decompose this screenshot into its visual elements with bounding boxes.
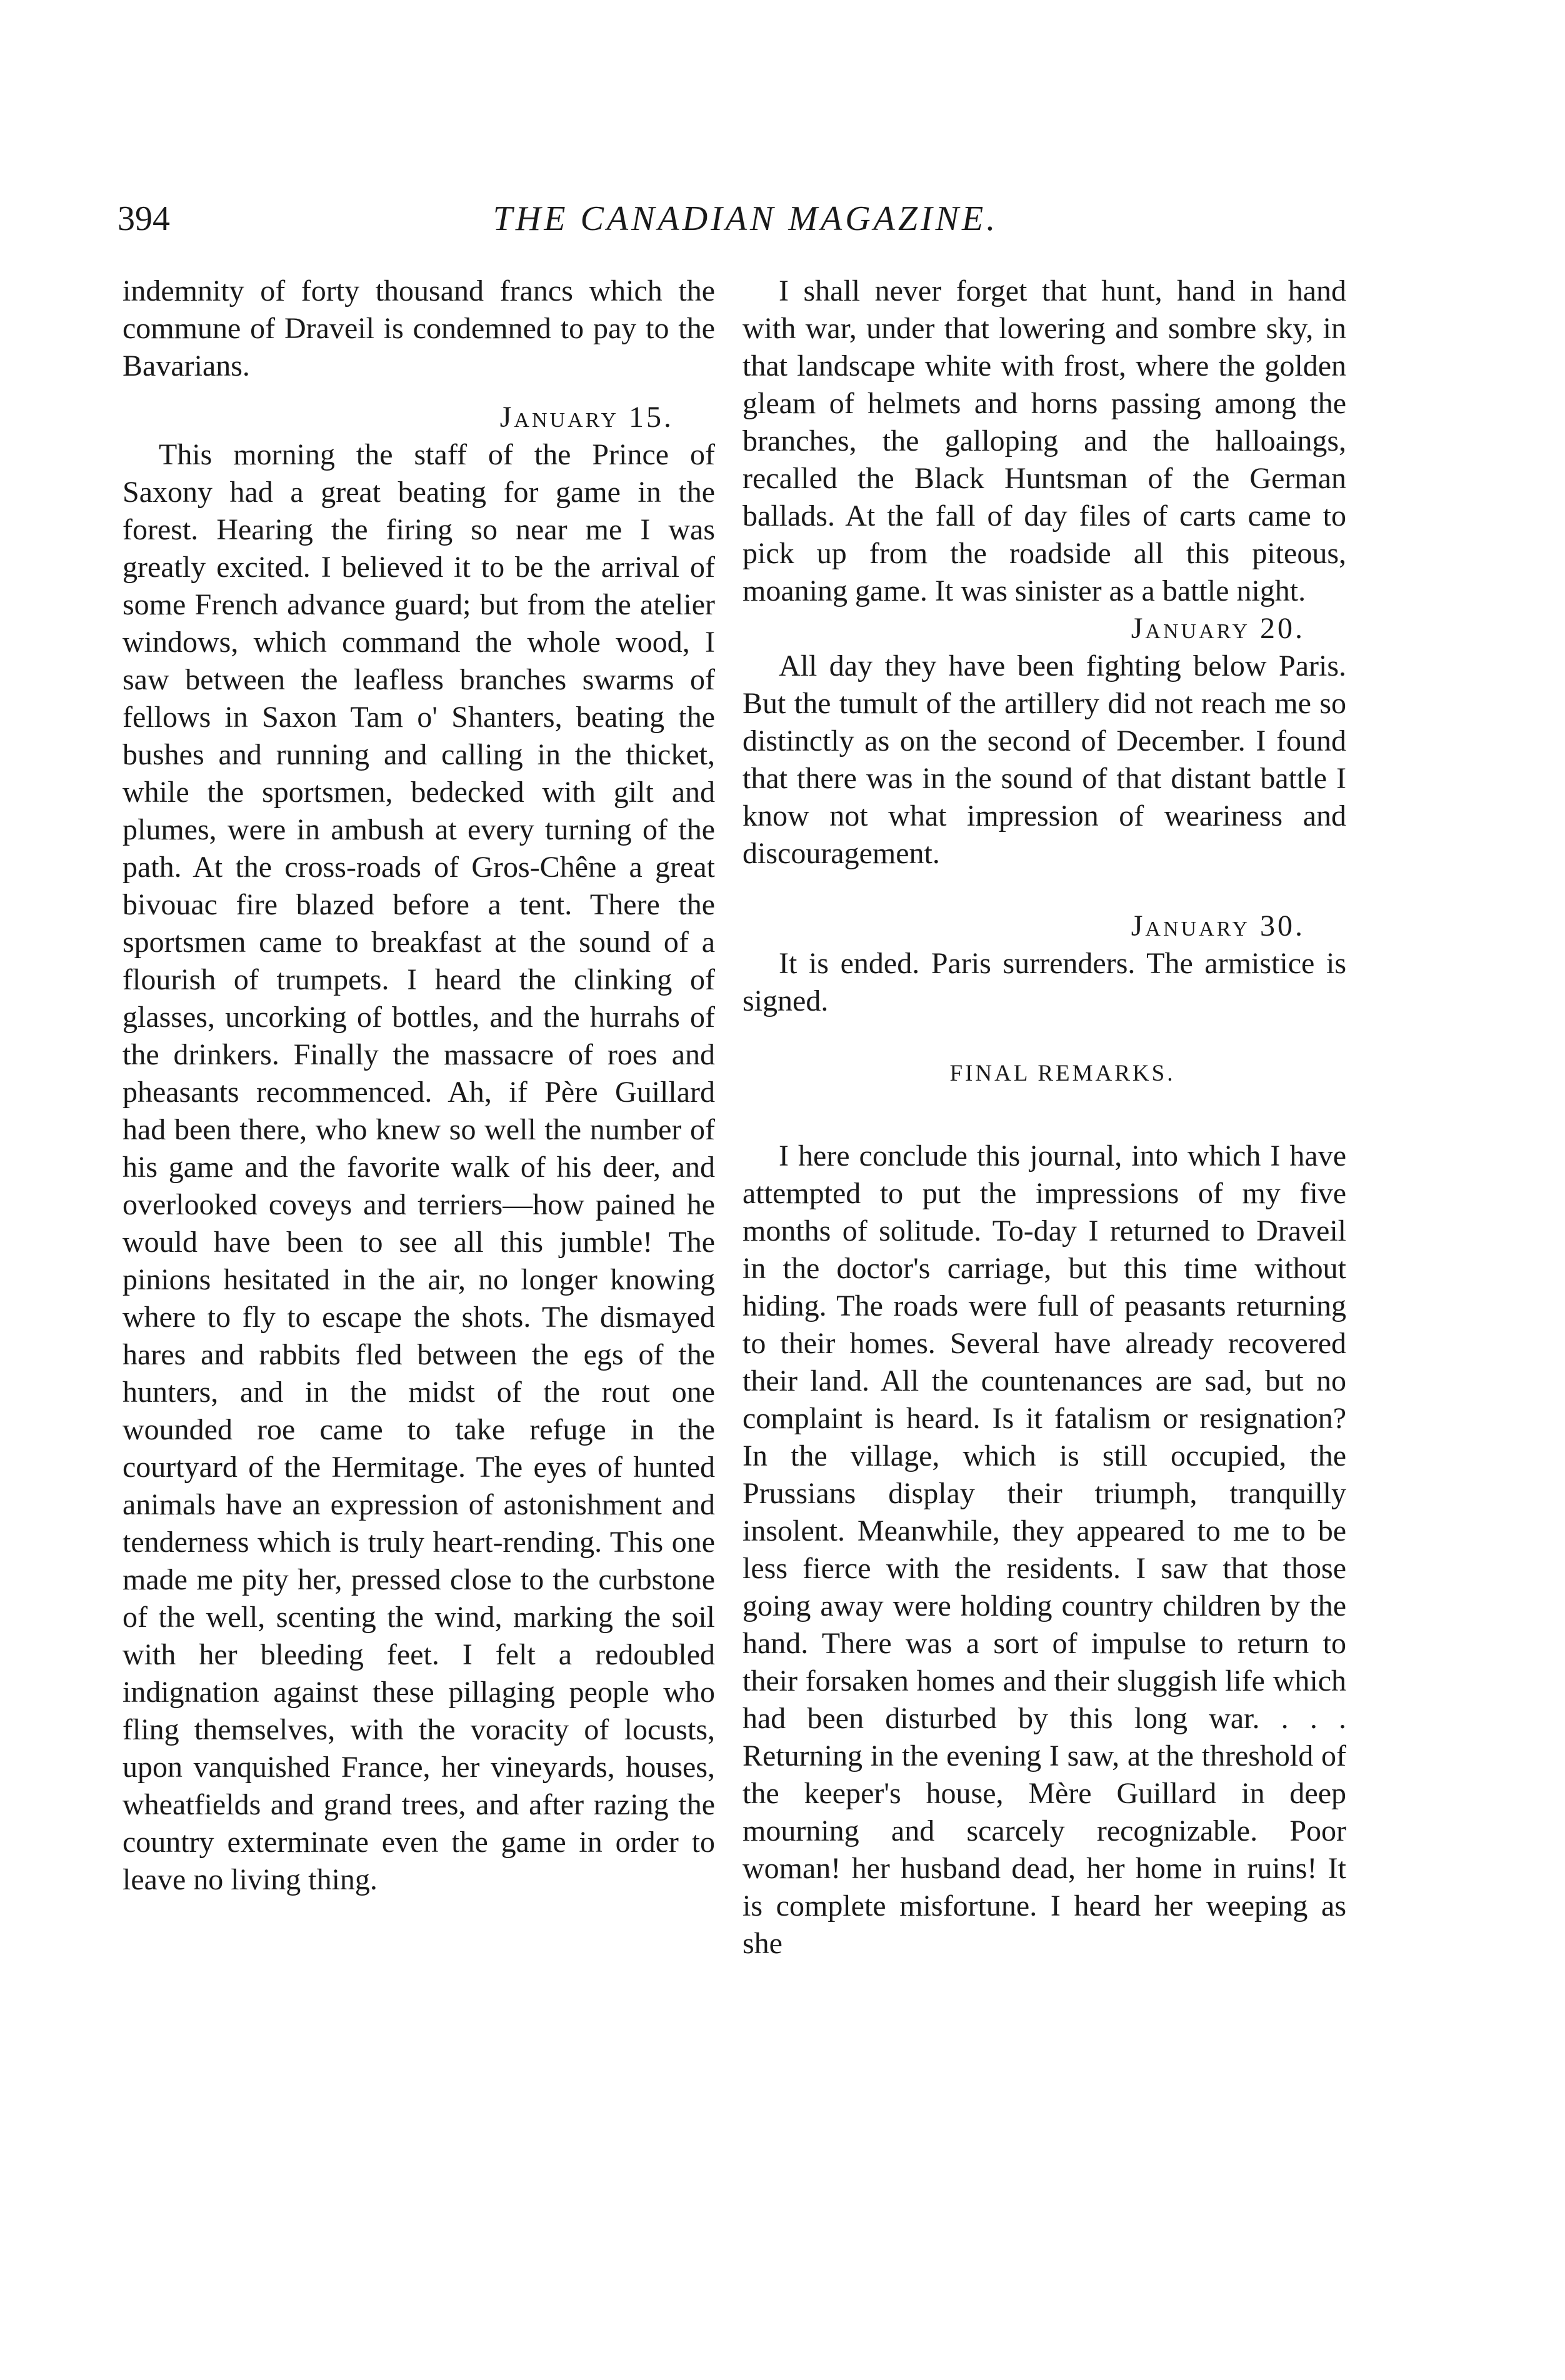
section-heading: FINAL REMARKS. bbox=[949, 1061, 1176, 1086]
left-column bbox=[122, 272, 715, 1899]
journal-date: January 30. bbox=[1131, 909, 1305, 942]
paragraph: All day they have been fighting below Paris. But the tumult of the artillery did not reach me so distinctly as on the second of December. I found that there was in the sound of that distant battle I know not what impression of weariness and discouragement. bbox=[742, 649, 1346, 870]
paragraph: It is ended. Paris surrenders. The armistice is signed. bbox=[742, 947, 1346, 1018]
running-title: THE CANADIAN MAGAZINE. bbox=[492, 199, 999, 238]
right-column bbox=[742, 272, 1346, 1962]
page-header bbox=[118, 199, 1374, 249]
page-number: 394 bbox=[118, 199, 170, 238]
paragraph: This morning the staff of the Prince of Saxony had a great beating for game in the forest. Hearing the firing so near me I was greatly excited. I believed it to be the arrival of some French advance guard; but from the atelier windows, which command the whole wood, I saw between the leafless branches swarms of fellows in Saxon Tam o' Shanters, beating the bushes and running and calling in the thicket, while the sportsmen, bedecked with gilt and plumes, were in ambush at every turning of the path. At the cross-roads of Gros-Chêne a great bivouac fire blazed before a tent. There the sportsmen came to breakfast at the sound of a flourish of trumpets. I heard the clinking of glasses, uncorking of bottles, and the hurrahs of the drinkers. Finally the massacre of roes and pheasants recommenced. Ah, if Père Guillard had been there, who knew so well the number of his game and the favorite walk of his deer, and overlooked coveys and terriers—how pained he would have been to see all this jumble! The pinions hesitated in the air, no longer knowing where to fly to escape the shots. The dismayed hares and rabbits fled between the egs of the hunters, and in the midst of the rout one wounded roe came to take refuge in the courtyard of the Hermitage. The eyes of hunted animals have an expression of astonishment and tenderness which is truly heart-rending. This one made me pity her, pressed close to the curbstone of the well, scenting the wind, marking the soil with her bleeding feet. I felt a redoubled indignation against these pillaging people who fling themselves, with the voracity of locusts, upon vanquished France, her vineyards, houses, wheatfields and grand trees, and after razing the country exterminate even the game in order to leave no living thing. bbox=[122, 438, 715, 1896]
paragraph: I here conclude this journal, into which I have attempted to put the impressions of my five months of solitude. To-day I returned to Draveil in the doctor's carriage, but this time without hiding. The roads were full of peasants returning to their homes. Several have already recovered their land. All the countenances are sad, but no complaint is heard. Is it fatalism or resignation? In the village, which is still occupied, the Prussians display their triumph, tranquilly insolent. Meanwhile, they appeared to me to be less fierce with the residents. I saw that those going away were holding country children by the hand. There was a sort of impulse to return to their forsaken homes and their sluggish life which had been disturbed by this long war. . . . Returning in the evening I saw, at the threshold of the keeper's house, Mère Guillard in deep mourning and scarcely recognizable. Poor woman! her husband dead, her home in ruins! It is complete misfortune. I heard her weeping as she bbox=[742, 1139, 1346, 1960]
paragraph: indemnity of forty thousand francs which the commune of Draveil is condemned to pay to the Bavarians. bbox=[122, 274, 715, 382]
paragraph: I shall never forget that hunt, hand in hand with war, under that lowering and sombre sky, in that landscape white with frost, where the golden gleam of helmets and horns passing among the branches, the galloping and the halloaings, recalled the Black Huntsman of the German ballads. At the fall of day files of carts came to pick up from the roadside all this piteous, moaning game. It was sinister as a battle night. bbox=[742, 274, 1346, 608]
journal-date: January 20. bbox=[1131, 612, 1305, 645]
journal-date: January 15. bbox=[499, 401, 674, 434]
